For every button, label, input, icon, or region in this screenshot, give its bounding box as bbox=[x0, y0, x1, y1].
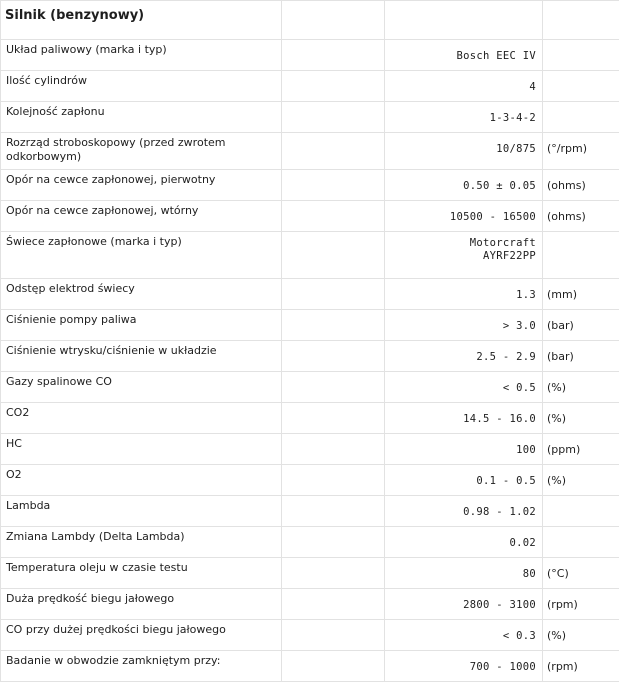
spec-label: Opór na cewce zapłonowej, pierwotny bbox=[1, 170, 282, 201]
section-title: Silnik (benzynowy) bbox=[1, 1, 282, 40]
empty-cell bbox=[282, 1, 385, 40]
spec-unit: (bar) bbox=[543, 341, 619, 372]
spec-unit: (rpm) bbox=[543, 651, 619, 682]
empty-cell bbox=[282, 232, 385, 279]
spec-label: Lambda bbox=[1, 496, 282, 527]
spec-row bbox=[1, 133, 619, 170]
empty-cell bbox=[282, 620, 385, 651]
spec-label: Zmiana Lambdy (Delta Lambda) bbox=[1, 527, 282, 558]
empty-cell bbox=[282, 40, 385, 71]
spec-value: 10/875 bbox=[385, 133, 543, 170]
spec-label: Ciśnienie pompy paliwa bbox=[1, 310, 282, 341]
empty-cell bbox=[282, 310, 385, 341]
spec-value: 4 bbox=[385, 71, 543, 102]
spec-value: > 3.0 bbox=[385, 310, 543, 341]
empty-cell bbox=[282, 372, 385, 403]
empty-cell bbox=[385, 1, 543, 40]
spec-unit: (ohms) bbox=[543, 170, 619, 201]
spec-value: 100 bbox=[385, 434, 543, 465]
empty-cell bbox=[282, 403, 385, 434]
spec-value: 700 - 1000 bbox=[385, 651, 543, 682]
spec-label: Ciśnienie wtrysku/ciśnienie w układzie bbox=[1, 341, 282, 372]
spec-unit bbox=[543, 102, 619, 133]
spec-unit bbox=[543, 527, 619, 558]
spec-label: O2 bbox=[1, 465, 282, 496]
spec-label: HC bbox=[1, 434, 282, 465]
spec-row bbox=[1, 527, 619, 558]
spec-value: 1.3 bbox=[385, 279, 543, 310]
spec-row bbox=[1, 403, 619, 434]
empty-cell bbox=[543, 1, 619, 40]
spec-label: Rozrząd stroboskopowy (przed zwrotem odkorbowym) bbox=[1, 133, 282, 170]
spec-row bbox=[1, 170, 619, 201]
spec-label: CO przy dużej prędkości biegu jałowego bbox=[1, 620, 282, 651]
spec-value: 10500 - 16500 bbox=[385, 201, 543, 232]
spec-value: < 0.5 bbox=[385, 372, 543, 403]
empty-cell bbox=[282, 434, 385, 465]
spec-unit: (%) bbox=[543, 403, 619, 434]
spec-value: 14.5 - 16.0 bbox=[385, 403, 543, 434]
spec-value: 80 bbox=[385, 558, 543, 589]
spec-row bbox=[1, 341, 619, 372]
spec-row bbox=[1, 71, 619, 102]
spec-label: Badanie w obwodzie zamkniętym przy: bbox=[1, 651, 282, 682]
spec-unit: (°/rpm) bbox=[543, 133, 619, 170]
spec-unit: (ppm) bbox=[543, 434, 619, 465]
spec-unit: (%) bbox=[543, 465, 619, 496]
empty-cell bbox=[282, 558, 385, 589]
empty-cell bbox=[282, 589, 385, 620]
spec-row bbox=[1, 102, 619, 133]
spec-row bbox=[1, 372, 619, 403]
empty-cell bbox=[282, 527, 385, 558]
spec-value: 2.5 - 2.9 bbox=[385, 341, 543, 372]
spec-unit bbox=[543, 71, 619, 102]
empty-cell bbox=[282, 341, 385, 372]
spec-unit: (%) bbox=[543, 372, 619, 403]
empty-cell bbox=[282, 201, 385, 232]
spec-row bbox=[1, 434, 619, 465]
spec-value: Motorcraft bbox=[389, 237, 536, 250]
spec-value: AYRF22PP bbox=[389, 250, 536, 263]
spec-row bbox=[1, 201, 619, 232]
spec-unit: (ohms) bbox=[543, 201, 619, 232]
spec-value: 0.98 - 1.02 bbox=[385, 496, 543, 527]
spec-value-multiline bbox=[385, 232, 543, 279]
spec-row bbox=[1, 651, 619, 682]
spec-row bbox=[1, 232, 619, 279]
spec-value: 0.50 ± 0.05 bbox=[385, 170, 543, 201]
empty-cell bbox=[282, 133, 385, 170]
spec-label: Odstęp elektrod świecy bbox=[1, 279, 282, 310]
spec-value: < 0.3 bbox=[385, 620, 543, 651]
spec-value: 2800 - 3100 bbox=[385, 589, 543, 620]
spec-label: Świece zapłonowe (marka i typ) bbox=[1, 232, 282, 279]
spec-label: Opór na cewce zapłonowej, wtórny bbox=[1, 201, 282, 232]
spec-row bbox=[1, 279, 619, 310]
spec-unit: (rpm) bbox=[543, 589, 619, 620]
spec-label: Kolejność zapłonu bbox=[1, 102, 282, 133]
spec-label: Gazy spalinowe CO bbox=[1, 372, 282, 403]
spec-label: Temperatura oleju w czasie testu bbox=[1, 558, 282, 589]
spec-label: Ilość cylindrów bbox=[1, 71, 282, 102]
spec-row bbox=[1, 620, 619, 651]
spec-row bbox=[1, 496, 619, 527]
section-header-row bbox=[1, 1, 619, 40]
spec-value: 0.02 bbox=[385, 527, 543, 558]
empty-cell bbox=[282, 170, 385, 201]
empty-cell bbox=[282, 496, 385, 527]
spec-unit bbox=[543, 232, 619, 279]
spec-value: 1-3-4-2 bbox=[385, 102, 543, 133]
spec-unit: (%) bbox=[543, 620, 619, 651]
spec-label: CO2 bbox=[1, 403, 282, 434]
empty-cell bbox=[282, 465, 385, 496]
spec-unit: (mm) bbox=[543, 279, 619, 310]
empty-cell bbox=[282, 102, 385, 133]
spec-unit: (°C) bbox=[543, 558, 619, 589]
spec-row bbox=[1, 558, 619, 589]
empty-cell bbox=[282, 71, 385, 102]
empty-cell bbox=[282, 279, 385, 310]
spec-label: Układ paliwowy (marka i typ) bbox=[1, 40, 282, 71]
spec-row bbox=[1, 40, 619, 71]
empty-cell bbox=[282, 651, 385, 682]
spec-unit bbox=[543, 496, 619, 527]
spec-row bbox=[1, 465, 619, 496]
spec-unit: (bar) bbox=[543, 310, 619, 341]
spec-label: Duża prędkość biegu jałowego bbox=[1, 589, 282, 620]
spec-row bbox=[1, 310, 619, 341]
spec-value: Bosch EEC IV bbox=[385, 40, 543, 71]
spec-unit bbox=[543, 40, 619, 71]
spec-row bbox=[1, 589, 619, 620]
spec-value: 0.1 - 0.5 bbox=[385, 465, 543, 496]
